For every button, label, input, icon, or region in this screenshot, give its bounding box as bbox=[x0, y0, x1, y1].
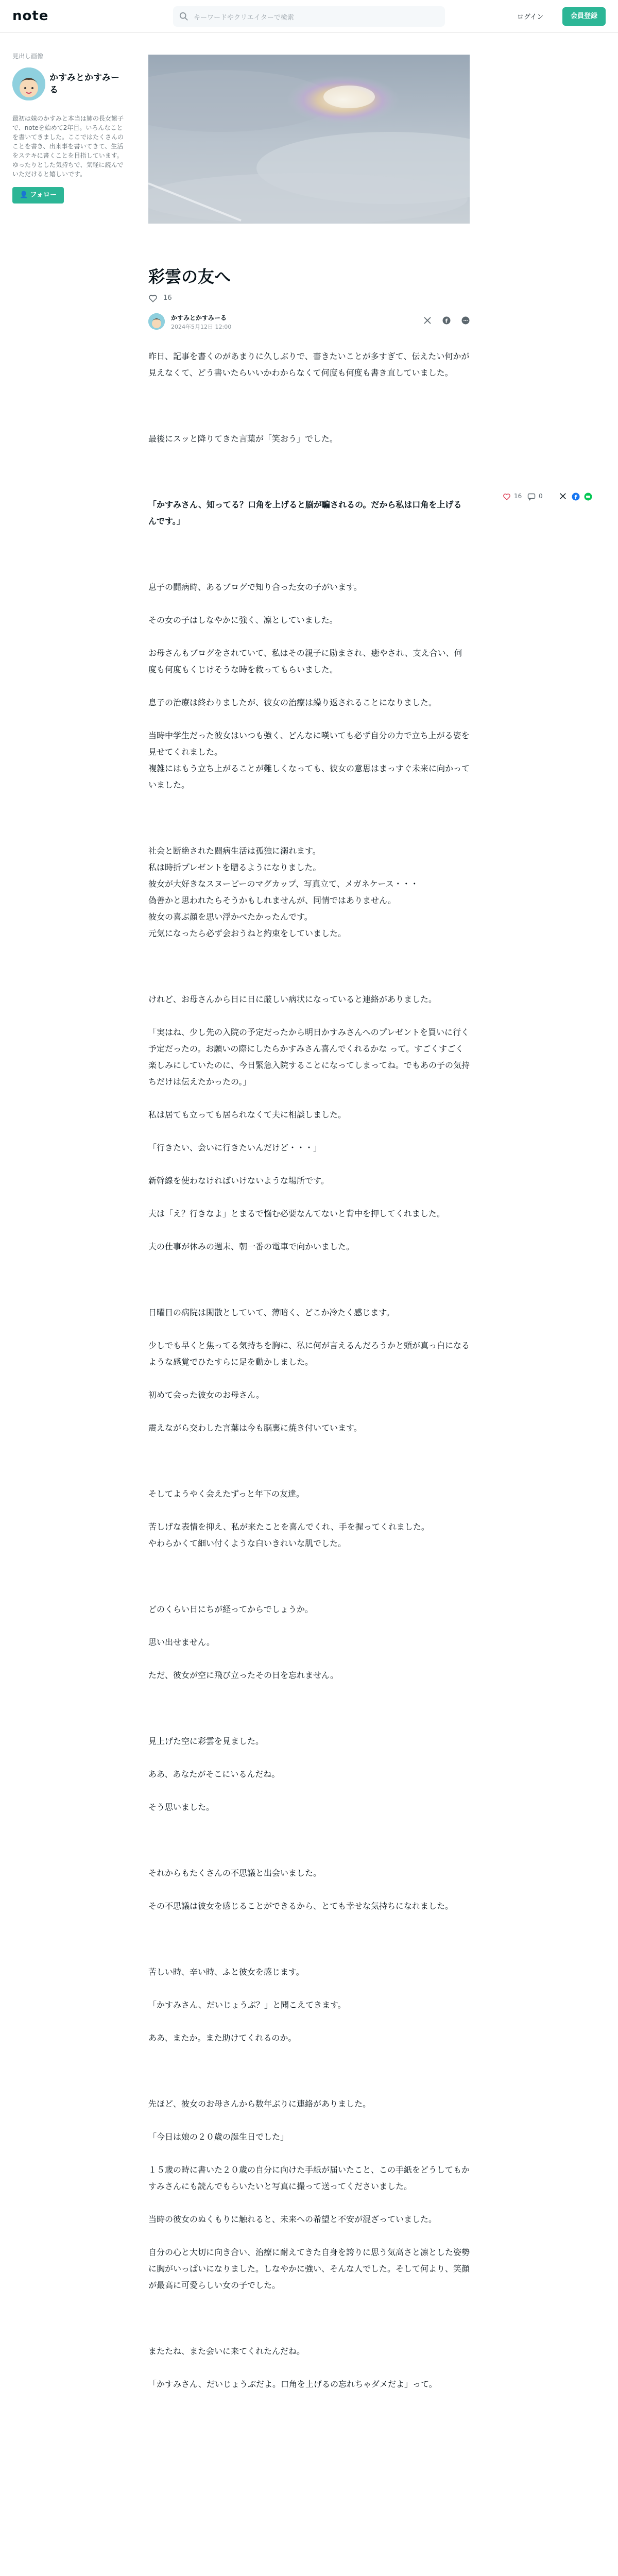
paragraph: そう思いました。 bbox=[148, 1802, 215, 1812]
user-plus-icon: 👤 bbox=[19, 191, 28, 199]
article-title: 彩雲の友へ bbox=[148, 267, 231, 286]
floating-actions bbox=[503, 493, 618, 505]
paragraph: 息子の治療は終わりましたが、彼女の治療は繰り返されることになりました。 bbox=[148, 698, 437, 707]
svg-text:f: f bbox=[445, 317, 448, 325]
search-icon bbox=[179, 12, 188, 21]
paragraph: 最後にスッと降りてきた言葉が「笑おう」でした。 bbox=[148, 434, 338, 444]
search-placeholder: キーワードやクリエイターで検索 bbox=[194, 14, 294, 22]
avatar[interactable] bbox=[148, 313, 165, 330]
line-icon[interactable] bbox=[584, 493, 592, 502]
more-icon[interactable] bbox=[461, 316, 470, 327]
breadcrumb: 見出し画像 bbox=[12, 53, 44, 60]
paragraph: 日曜日の病院は閑散としていて、薄暗く、どこか冷たく感じます。 bbox=[148, 1308, 395, 1317]
heart-icon[interactable] bbox=[503, 493, 511, 502]
paragraph: 初めて会った彼女のお母さん。 bbox=[148, 1390, 264, 1400]
paragraph: 自分の心と大切に向き合い、治療に耐えてきた自身を誇りに思う気高さと凛とした姿勢に胸がいっぱいになりました。しなやかに強い、そんな人でした。そして何より、笑顔が最高に可愛らしい女の子でした。 bbox=[148, 2247, 470, 2290]
hero-image bbox=[148, 55, 470, 224]
paragraph: ああ、あなたがそこにいるんだね。 bbox=[148, 1769, 280, 1779]
signup-button[interactable]: 会員登録 bbox=[562, 7, 606, 26]
float-like-count: 16 bbox=[514, 493, 522, 500]
paragraph: 震えながら交わした言葉は今も脳裏に焼き付いています。 bbox=[148, 1423, 362, 1433]
facebook-icon[interactable] bbox=[572, 493, 580, 502]
sidebar-author bbox=[12, 67, 126, 98]
x-logo-icon[interactable] bbox=[423, 316, 432, 327]
paragraph: 苦しい時、辛い時、ふと彼女を感じます。 bbox=[148, 1967, 304, 1977]
paragraph: 「かすみさん、だいじょうぶ？」と聞こえてきます。 bbox=[148, 2000, 346, 2010]
paragraph: またたね、また会いに来てくれたんだね。 bbox=[148, 2346, 305, 2356]
paragraph: 当時の彼女のぬくもりに触れると、未来への希望と不安が混ざっていました。 bbox=[148, 2214, 437, 2224]
paragraph: そしてようやく会えたずっと年下の友達。 bbox=[148, 1489, 305, 1499]
paragraph: 見上げた空に彩雲を見ました。 bbox=[148, 1736, 264, 1746]
paragraph: それからもたくさんの不思議と出会いました。 bbox=[148, 1868, 322, 1878]
comment-icon[interactable] bbox=[527, 493, 536, 502]
paragraph: 社会と断絶された闘病生活は孤独に溺れます。 私は時折プレゼントを贈るようになりました。 彼女が大好きなスヌーピーのマグカップ、写真立て、メガネケース・・・ 偽善かと思われたらそうかもしれませんが、同情ではありません。 彼女の喜ぶ顔を思い浮かべたかったんです。 元気になったら必ず会おうねと約束をしていました。 bbox=[148, 846, 419, 938]
avatar[interactable] bbox=[12, 67, 45, 100]
paragraph: 思い出せません。 bbox=[148, 1637, 215, 1647]
publish-date: 2024年5月12日 12:00 bbox=[171, 324, 232, 330]
paragraph: お母さんもブログをされていて、私はその親子に励まされ、癒やされ、支え合い、何度も何度もくじけそうな時を救ってもらいました。 bbox=[148, 648, 462, 674]
paragraph: 先ほど、彼女のお母さんから数年ぶりに連絡がありました。 bbox=[148, 2099, 371, 2109]
author-bio: 最初は妹のかすみと本当は姉の長女繁子で、noteを始めて2年目。いろんなことを書いてきました。ここではたくさんのことを書き、出来事を書いてきて、生活をステキに書くことを目指しています。ゆったりとした気持ちで、気軽に読んでいただけると嬉しいです。 bbox=[12, 115, 124, 178]
author-sidebar bbox=[12, 52, 126, 204]
note-logo[interactable]: note bbox=[12, 8, 49, 24]
paragraph: 少しでも早くと焦ってる気持ちを胸に、私に何が言えるんだろうかと頭が真っ白になるような感覚でひたすらに足を動かしました。 bbox=[148, 1341, 470, 1367]
paragraph: ああ、またか。また助けてくれるのか。 bbox=[148, 2033, 297, 2043]
paragraph: 「行きたい、会いに行きたいんだけど・・・」 bbox=[148, 1143, 322, 1153]
paragraph: 「今日は娘の２０歳の誕生日でした」 bbox=[148, 2132, 289, 2142]
float-comment-count: 0 bbox=[539, 493, 543, 500]
paragraph: 夫は「え？行きなよ」とまるで悩む必要なんてないと背中を押してくれました。 bbox=[148, 1209, 445, 1218]
login-link[interactable]: ログイン bbox=[517, 13, 544, 21]
paragraph: ただ、彼女が空に飛び立ったその日を忘れません。 bbox=[148, 1670, 338, 1680]
paragraph: 夫の仕事が休みの週末、朝一番の電車で向かいました。 bbox=[148, 1242, 355, 1251]
article-body bbox=[148, 348, 470, 2409]
byline-author-name[interactable]: かすみとかすみーる bbox=[171, 314, 227, 321]
facebook-icon[interactable] bbox=[442, 316, 451, 327]
heart-icon[interactable] bbox=[148, 294, 158, 303]
follow-button[interactable] bbox=[12, 187, 64, 204]
like-area bbox=[148, 293, 172, 303]
svg-text:f: f bbox=[574, 494, 577, 501]
paragraph: １５歳の時に書いた２０歳の自分に向けた手紙が届いたこと、この手紙をどうしてもかすみさんにも読んでもらいたいと写真に撮って送ってくださいました。 bbox=[148, 2165, 470, 2191]
paragraph: 「かすみさん、だいじょうぶだよ。口角を上げるの忘れちゃダメだよ」って。 bbox=[148, 2379, 437, 2389]
quote-paragraph: 「かすみさん、知ってる？口角を上げると脳が騙されるの。だから私は口角を上げるんです。」 bbox=[148, 500, 462, 526]
paragraph: 昨日、記事を書くのがあまりに久しぶりで、書きたいことが多すぎて、伝えたい何かが見えなくて、どう書いたらいいかわからなくて何度も何度も書き直していました。 bbox=[148, 351, 470, 378]
paragraph: 新幹線を使わなければいけないような場所です。 bbox=[148, 1176, 329, 1185]
follow-label: フォロー bbox=[30, 191, 57, 199]
x-logo-icon[interactable] bbox=[559, 493, 566, 501]
paragraph: 私は居ても立っても居られなくて夫に相談しました。 bbox=[148, 1110, 347, 1120]
paragraph: その女の子はしなやかに強く、凛としていました。 bbox=[148, 615, 338, 625]
paragraph: けれど、お母さんから日に日に厳しい病状になっていると連絡がありました。 bbox=[148, 994, 437, 1004]
paragraph: 苦しげな表情を抑え、私が来たことを喜んでくれ、手を握ってくれました。 やわらかくて細い付くような白いきれいな肌でした。 bbox=[148, 1522, 430, 1548]
sidebar-author-name[interactable]: かすみとかすみーる bbox=[49, 73, 119, 95]
like-count: 16 bbox=[163, 294, 172, 302]
paragraph: 息子の闘病時、あるブログで知り合った女の子がいます。 bbox=[148, 582, 362, 592]
search-box[interactable] bbox=[173, 6, 445, 27]
byline bbox=[148, 312, 470, 333]
paragraph: どのくらい日にちが経ってからでしょうか。 bbox=[148, 1604, 313, 1614]
share-buttons bbox=[415, 316, 470, 327]
paragraph: その不思議は彼女を感じることができるから、とても幸せな気持ちになれました。 bbox=[148, 1901, 454, 1911]
paragraph: 当時中学生だった彼女はいつも強く、どんなに嘆いても必ず自分の力で立ち上がる姿を見せてくれました。 複雑にはもう立ち上がることが難しくなっても、彼女の意思はまっすぐ未来に向かっていました。 bbox=[148, 731, 470, 790]
paragraph: 「実はね、少し先の入院の予定だったから明日かすみさんへのプレゼントを買いに行く予定だったの。お願いの際にしたらかすみさん喜んでくれるかな って。すごくすごく楽しみにしていたのに、今日緊急入院することになってしまってね。でもあの子の気持ちだけは伝えたかったの。」 bbox=[148, 1027, 470, 1087]
site-header bbox=[0, 0, 618, 33]
